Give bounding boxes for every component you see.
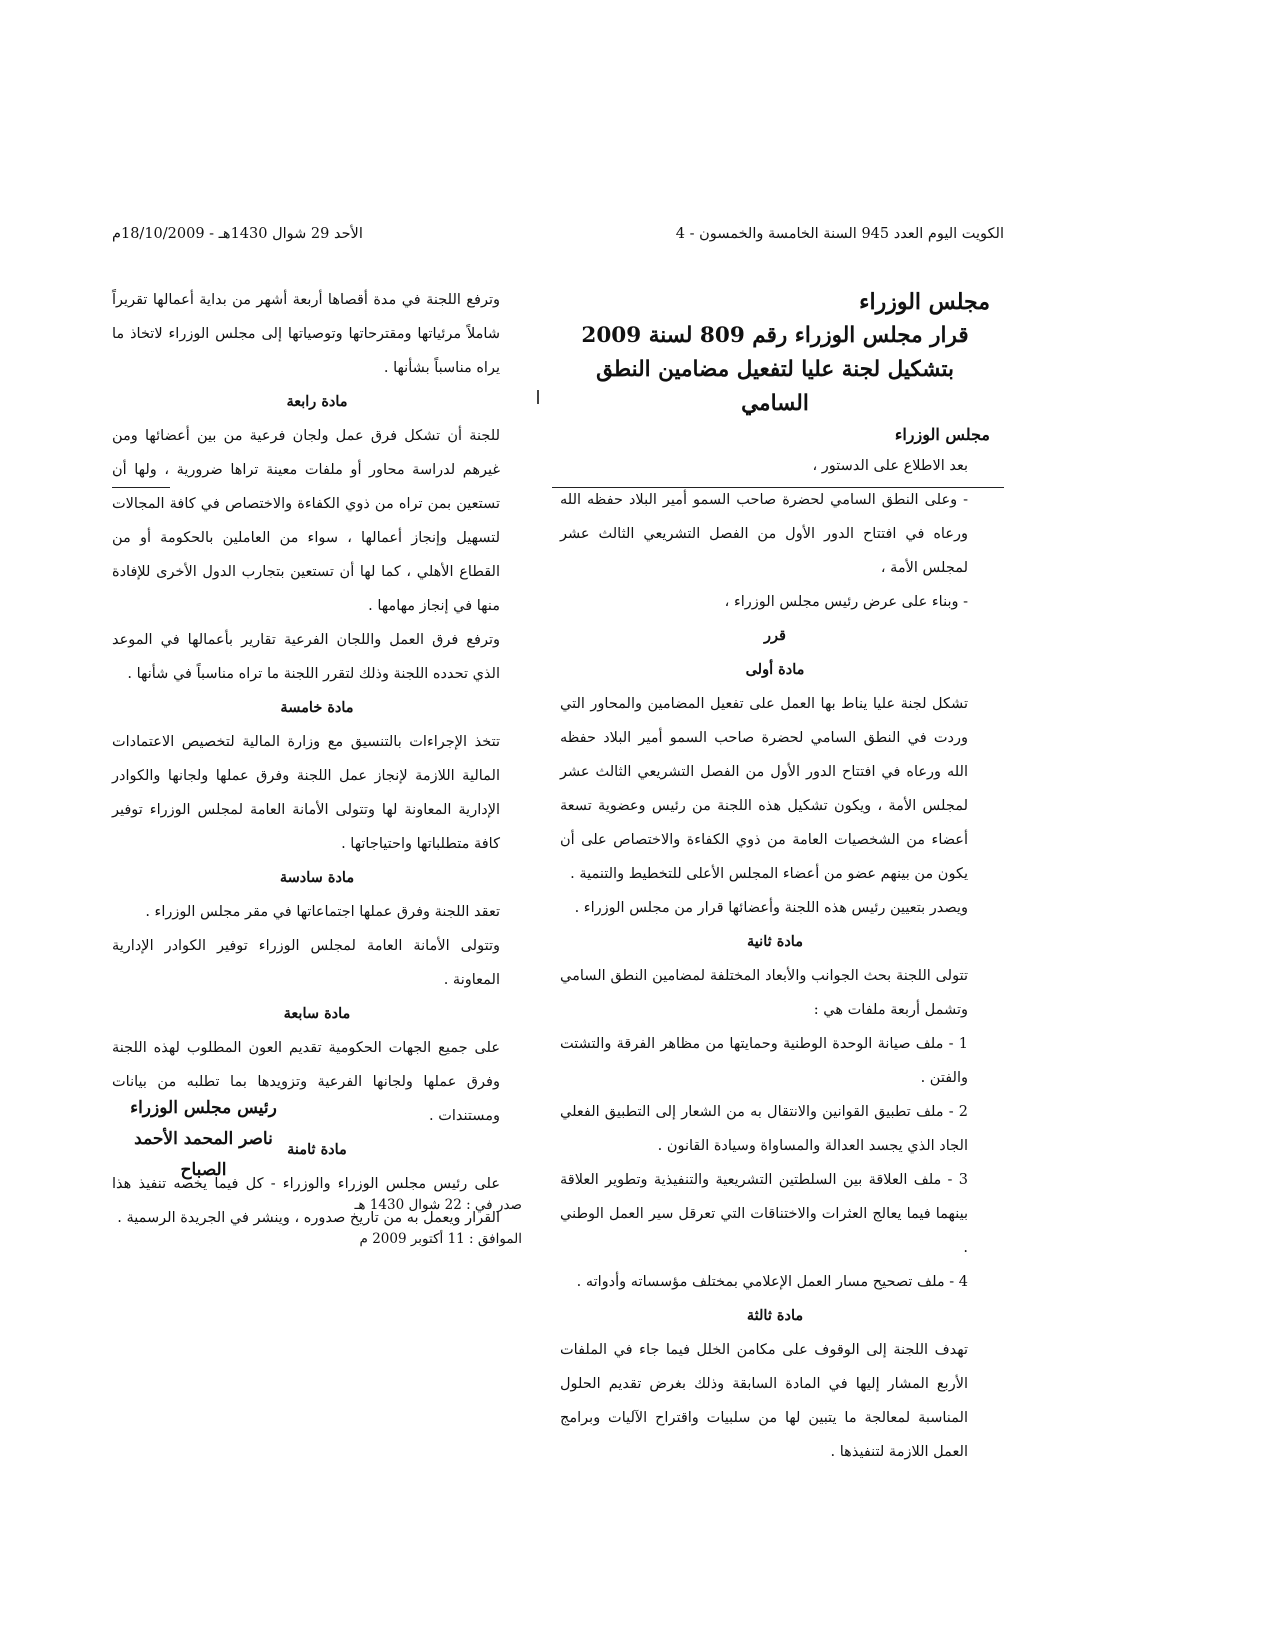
- article-6-paragraph-2: وتتولى الأمانة العامة لمجلس الوزراء توفير الكوادر الإدارية المعاونة .: [112, 938, 500, 988]
- page-header: [112, 222, 1004, 262]
- preamble-speech: - وعلى النطق السامي لحضرة صاحب السمو أمير البلاد حفظه الله ورعاه في افتتاح الدور الأول من الفصل التشريعي الثالث عشر لمجلس الأمة ،: [560, 492, 968, 576]
- article-3-heading: مادة ثالثة: [746, 1307, 804, 1324]
- article-6-paragraph: تعقد اللجنة وفرق عملها اجتماعاتها في مقر مجلس الوزراء .: [145, 904, 500, 920]
- article-1-heading: مادة أولى: [745, 661, 805, 678]
- article-2-item-3: 3 - ملف العلاقة بين السلطتين التشريعية والتنفيذية وتطوير العلاقة بينهما فيما يعالج العثرات والاختناقات التي تعرقل سير العمل الوطني .: [560, 1172, 968, 1256]
- section-title: مجلس الوزراء: [859, 289, 990, 315]
- article-5-heading: مادة خامسة: [280, 699, 354, 716]
- article-4-heading: مادة رابعة: [286, 393, 348, 410]
- article-2-item-2: 2 - ملف تطبيق القوانين والانتقال به من الشعار إلى التطبيق الفعلي الجاد الذي يجسد العدالة والمساواة وسيادة القانون .: [560, 1104, 968, 1154]
- article-3-paragraph: تهدف اللجنة إلى الوقوف على مكامن الخلل فيما جاء في الملفات الأربع المشار إليها في المادة السابقة وذلك بغرض تقديم الحلول المناسبة لمعالجة ما يتبين لها من سلبيات واقتراح الآليات وبرامج العمل اللازمة لتنفيذها .: [560, 1342, 968, 1460]
- article-7-heading: مادة سابعة: [283, 1005, 351, 1022]
- article-3-continuation: وترفع اللجنة في مدة أقصاها أربعة أشهر من بداية أعمالها تقريراً شاملاً مرئياتها ومقترحاتها وتوصياتها إلى مجلس الوزراء لاتخاذ ما يراه مناسباً بشأنها .: [112, 292, 500, 376]
- header-issue-info: الكويت اليوم العدد 945 السنة الخامسة والخمسون - 4: [675, 226, 1004, 242]
- right-column: [560, 285, 990, 1469]
- article-5-paragraph: تتخذ الإجراءات بالتنسيق مع وزارة المالية لتخصيص الاعتمادات المالية اللازمة لإنجاز عمل اللجنة وفرق عملها ولجانها والكوادر الإدارية المعاونة لها وتتولى الأمانة العامة لمجلس الوزراء توفير كافة متطلباتها واحتياجاتها .: [112, 734, 500, 852]
- article-2-item-4: 4 - ملف تصحيح مسار العمل الإعلامي بمختلف مؤسساته وأدواته .: [576, 1274, 968, 1290]
- preamble-constitution: بعد الاطلاع على الدستور ،: [812, 458, 968, 474]
- issue-date-gregorian: الموافق : 11 أكتوبر 2009 م: [359, 1231, 522, 1247]
- signature-block: [112, 1093, 295, 1186]
- article-4-paragraph: للجنة أن تشكل فرق عمل ولجان فرعية من بين أعضائها ومن غيرهم لدراسة محاور أو ملفات معينة تراها ضرورية ، ولها أن تستعين بمن تراه من ذوي الكفاءة والاختصاص في كافة المجالات لتسهيل وإنجاز أعمالها ، سواء من العاملين بالحكومة أو من القطاع الأهلي ، كما لها أن تستعين بتجارب الدول الأخرى للإفادة منها في إنجاز مهامها .: [112, 428, 500, 614]
- article-2-item-1: 1 - ملف صيانة الوحدة الوطنية وحمايتها من مظاهر الفرقة والتشتت والفتن .: [560, 1036, 968, 1086]
- preamble-proposal: - وبناء على عرض رئيس مجلس الوزراء ،: [724, 594, 968, 610]
- article-4-paragraph-2: وترفع فرق العمل واللجان الفرعية تقارير بأعمالها في الموعد الذي تحدده اللجنة وذلك لتقرر اللجنة ما تراه مناسباً في شأنها .: [112, 632, 500, 682]
- article-1-paragraph-2: ويصدر بتعيين رئيس هذه اللجنة وأعضائها قرار من مجلس الوزراء .: [574, 900, 968, 916]
- decided-heading: قرر: [764, 627, 786, 644]
- article-6-heading: مادة سادسة: [279, 869, 355, 886]
- article-8-heading: مادة ثامنة: [287, 1141, 347, 1158]
- signature-title: رئيس مجلس الوزراء: [130, 1098, 277, 1118]
- decision-title-line2: بتشكيل لجنة عليا لتفعيل مضامين النطق السامي: [596, 357, 954, 416]
- header-date: الأحد 29 شوال 1430هـ - 18/10/2009م: [112, 226, 363, 242]
- article-1-paragraph: تشكل لجنة عليا يناط بها العمل على تفعيل المضامين والمحاور التي وردت في النطق السامي لحضرة صاحب السمو أمير البلاد حفظه الله ورعاه في افتتاح الدور الأول من الفصل التشريعي الثالث عشر لمجلس الأمة ، ويكون تشكيل هذه اللجنة من رئيس وعضوية تسعة أعضاء من الشخصيات العامة من ذوي الكفاءة والاختصاص على أن يكون من بينهم عضو من أعضاء المجلس الأعلى للتخطيط والتنمية .: [560, 696, 968, 882]
- margin-mark: [537, 390, 539, 404]
- issue-date-hijri: صدر في : 22 شوال 1430 هـ: [354, 1197, 522, 1213]
- issue-date-block: [340, 1188, 522, 1256]
- article-2-paragraph: تتولى اللجنة بحث الجوانب والأبعاد المختلفة لمضامين النطق السامي وتشمل أربعة ملفات هي :: [560, 968, 968, 1018]
- issuer-heading: مجلس الوزراء: [894, 425, 990, 444]
- decision-title-line1: قرار مجلس الوزراء رقم 809 لسنة 2009: [581, 323, 969, 348]
- article-7-paragraph: على جميع الجهات الحكومية تقديم العون المطلوب لهذه اللجنة وفرق عملها ولجانها الفرعية وتزويدها بما تطلبه من بيانات ومستندات .: [112, 1040, 500, 1124]
- article-8-paragraph: على رئيس مجلس الوزراء والوزراء - كل فيما يخصه تنفيذ هذا القرار ويعمل به من تاريخ صدوره ، وينشر في الجريدة الرسمية .: [112, 1176, 500, 1226]
- article-2-heading: مادة ثانية: [747, 933, 803, 950]
- signature-name: ناصر المحمد الأحمد الصباح: [134, 1129, 273, 1180]
